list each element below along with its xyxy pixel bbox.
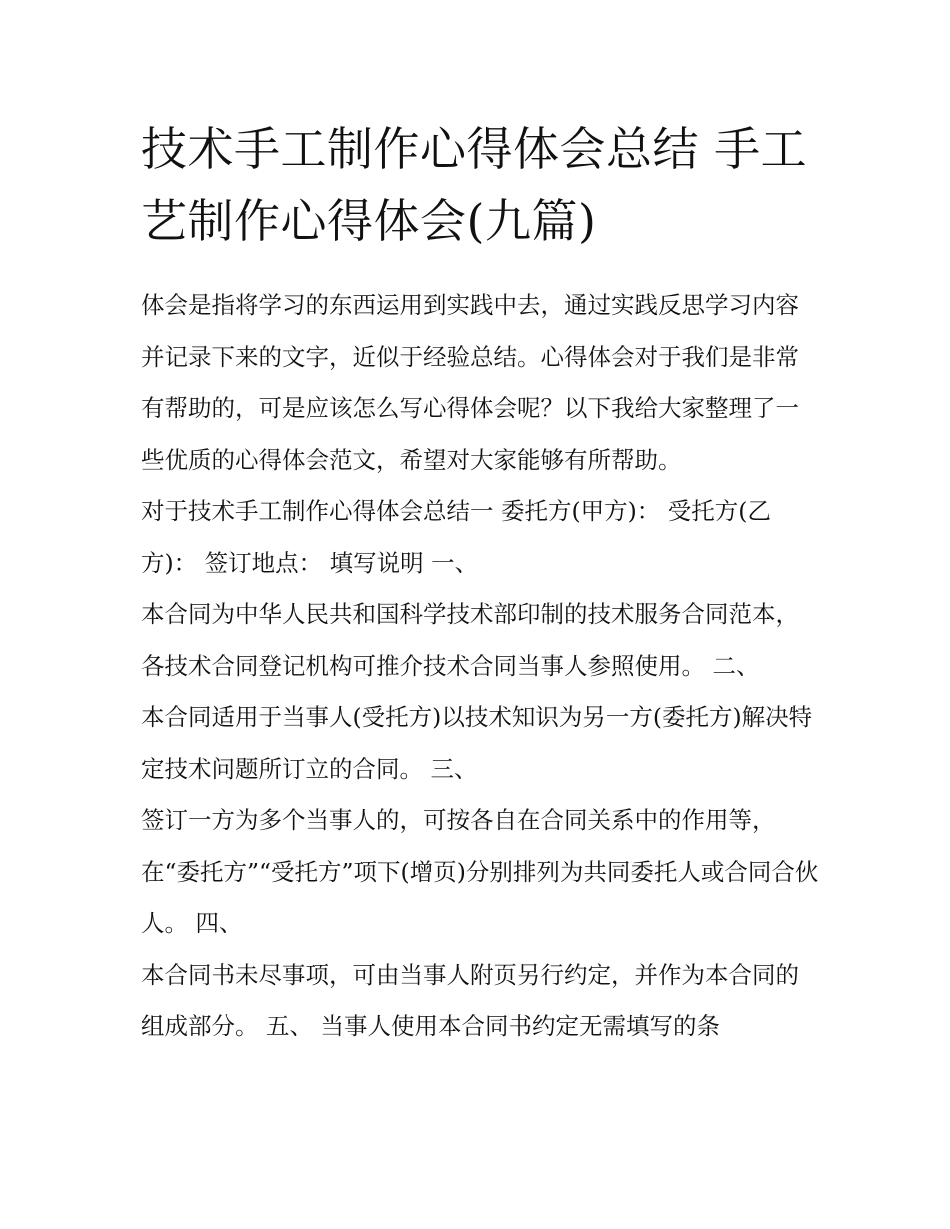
body-paragraph: 本合同为中华人民共和国科学技术部印制的技术服务合同范本，各技术合同登记机构可推介技术合同当事人参照使用。 二、 bbox=[141, 600, 799, 680]
body-paragraph: 签订一方为多个当事人的，可按各自在合同关系中的作用等，在“委托方”“受托方”项下(增页)分别排列为共同委托人或合同合伙人。 四、 bbox=[141, 806, 819, 937]
body-paragraph: 本合同书未尽事项，可由当事人附页另行约定，并作为本合同的组成部分。 五、 当事人使用本合同书约定无需填写的条 bbox=[141, 960, 799, 1040]
body-paragraph: 对于技术手工制作心得体会总结一 委托方(甲方)： 受托方(乙方)： 签订地点： 填写说明 一、 bbox=[141, 497, 771, 577]
body-paragraph: 本合同适用于当事人(受托方)以技术知识为另一方(委托方)解决特定技术问题所订立的合同。 三、 bbox=[141, 703, 813, 783]
document-body bbox=[141, 280, 821, 1053]
body-paragraph: 体会是指将学习的东西运用到实践中去，通过实践反思学习内容并记录下来的文字，近似于经验总结。心得体会对于我们是非常有帮助的，可是应该怎么写心得体会呢？以下我给大家整理了一些优质的心得体会范文，希望对大家能够有所帮助。 bbox=[141, 291, 799, 474]
document-title: 技术手工制作心得体会总结 手工艺制作心得体会(九篇) bbox=[141, 122, 808, 248]
